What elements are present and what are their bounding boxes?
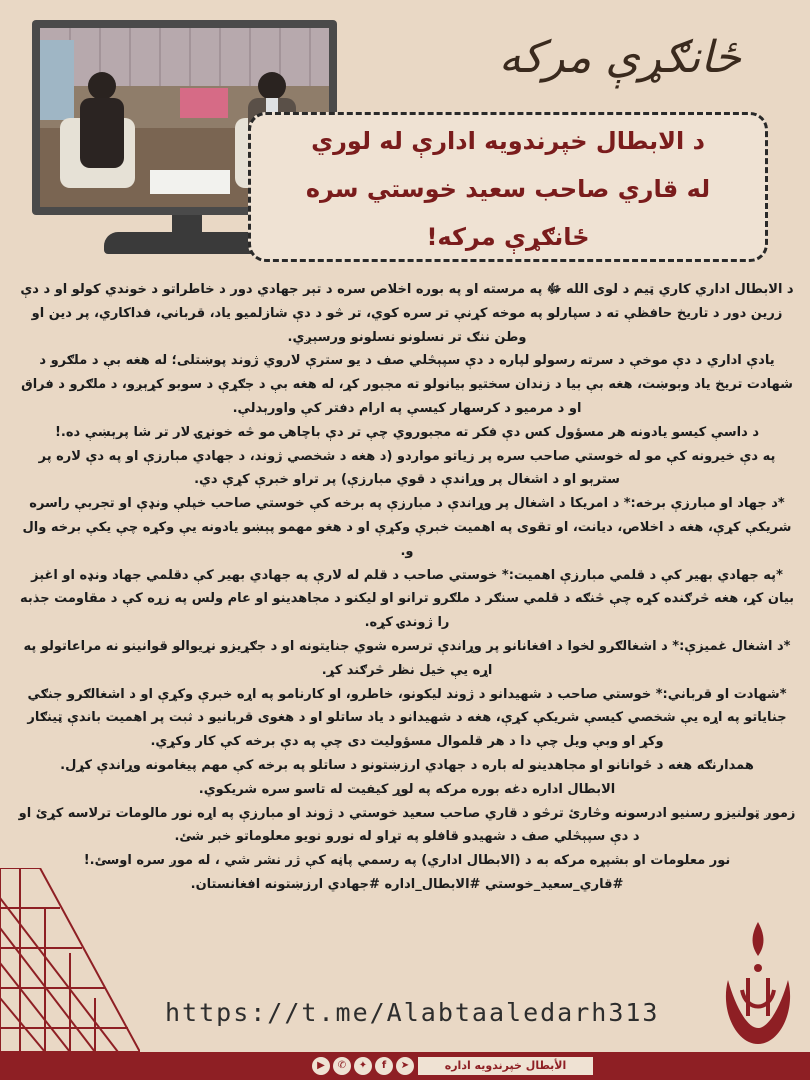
article-body (18, 278, 796, 897)
footer-bar (0, 1052, 810, 1080)
telegram-icon[interactable]: ➤ (396, 1057, 414, 1075)
alabtal-emblem-logo (718, 920, 798, 1048)
paragraph: *د اشغال غمیزې:* د اشغالګرو لخوا د افغانانو پر وړاندې ترسره شوي جنایتونه او د جګړیزو نړیوالو قوانینو نه مراعاتولو په اړه یې خیل نظر څرګند کړ. (23, 638, 791, 678)
paragraph: همدارنګه هغه د ځوانانو او مجاهدینو له باره د جهادي ارزښتونو د ساتلو په برخه کې مهم پیغامونه وړاندې کړل. (60, 757, 754, 773)
whatsapp-icon[interactable]: ✆ (333, 1057, 351, 1075)
telegram-link[interactable]: https://t.me/Alabtaaledarh313 (165, 998, 660, 1027)
paragraph: زموږ ټولنیزو رسنیو ادرسونه وڅارئ ترڅو د قاري صاحب سعید خوستي د ژوند او مبارزې په اړه نور مالومات ترلاسه کړئ او د دې سپېڅلي صف د شهیدو قافلو په تړاو له نورو نویو معلوماتو خبر شئ. (18, 805, 796, 845)
headline-box (248, 112, 768, 262)
footer-label: الأبطال خپرندویه اداره (418, 1057, 593, 1075)
title-art: ځانګړې مرکه (498, 32, 742, 83)
headline-line-2: له قاري صاحب سعید خوستي سره (305, 175, 711, 203)
paragraph: په دې خیرونه کې مو له خوستي صاحب سره پر زیاتو مواردو (د هغه د شخصي ژوند، د جهادي مبارزې او په دې لاره پر سترېو او د اشغال پر وړاندې د قوي مبارزې) پر تراو خبرې کړې دي. (38, 448, 776, 488)
facebook-icon[interactable]: f (375, 1057, 393, 1075)
paragraph: الابطال اداره دغه بوره مرکه په لوړ کیفیت له تاسو سره شریکوي. (198, 781, 616, 797)
paragraph: نور معلومات او بشپړه مرکه به د (الابطال اداري) په رسمي پاڼه کې ژر نشر شي ، له موږ سره اوسئ.! (83, 853, 731, 869)
social-icons (312, 1057, 414, 1075)
paragraph: *د جهاد او مبارزې برخه:* د امریکا د اشغال پر وړاندې د مبارزې په برخه کې خوستي صاحب خپلې ونډې او تجربې راسره شریکې کړې، هغه د اخلاص، دیانت، او تقوی په اهمیت خبرې وکړې او د هغو مهمو پېښو یادونه یې وکړه چې یکې برخه وال و. (22, 496, 792, 559)
paragraph: د الابطال اداري کاري ټیم د لوی الله ﷻ په مرسته او په بوره اخلاص سره د تېر جهادي دور د خاطراتو د خوندي کولو او د دې زرین دور د تاریخ حافظې ته د سپارلو په موخه کړنې تر سره کوي، تر څو د دې شازلمیو یاد، قرباني، فداکاري، پر دین او وطن ننګ تر نسلونو نسلونو ورسېږي. (20, 282, 794, 345)
twitter-icon[interactable]: ✦ (354, 1057, 372, 1075)
youtube-icon[interactable]: ▶ (312, 1057, 330, 1075)
tv-stand-base (104, 232, 269, 254)
paragraph: د داسې کیسو یادونه هر مسؤول کس دې فکر ته مجبوروي چې تر دې باچاهۍ مو څه خونړۍ لار تر شا پرېښې ده.! (54, 424, 760, 440)
paragraph: یادې اداري د دې موخې د سرته رسولو لپاره د دې سپېڅلي صف د یو سترې لاروي ژوند پوښتلی؛ له هغه بې د ملګرو د شهادت تریخ یاد وبوښت، هغه بې بیا د زندان سختیو بیانولو ته مجبور کړ، له هغه بې د جګړې د سوبو کړېږو، د ملګرو د فراق او د مرمیو د کرسهار کیسې په ارام دفتر کې واورېدلې. (21, 353, 793, 416)
headline-line-3: ځانګړې مرکه! (426, 223, 590, 251)
hashtags: #قاري_سعید_خوستي #الابطال_اداره #جهادي ارزښتونه افغانستان. (190, 876, 624, 892)
headline-line-1: د الابطال خپرندویه ادارې له لوري (311, 127, 705, 155)
paragraph: *په جهادي بهیر کې د قلمي مبارزې اهمیت:* خوستي صاحب د قلم له لارې په جهادي بهیر کې دقلمي جهاد ونډه او اغېز بیان کړ، هغه څرګنده کړه چې څنګه د قلمي سنګر د ملګرو ترانو او لیکنو د مجاهدینو او عام ولس په زړه کې د مقاومت جذبه را ژوندۍ کړه. (19, 567, 795, 631)
paragraph: *شهادت او قرباني:* خوستي صاحب د شهیدانو د ژوند لیکونو، خاطرو، او کارنامو په اړه خبرې وکړې او د اشغالګرو جنګي جنایاتو په اړه یې شخصي کیسې شریکې کړې، هغه د شهیدانو د یاد ساتلو او د هغوی قربانیو د ثبت پر اهمیت باندې ټینګار وکړ او وبې ویل چې دا د هر قلموال مسؤولیت دی چې په دې برخه کې کار وکړي. (27, 686, 787, 750)
